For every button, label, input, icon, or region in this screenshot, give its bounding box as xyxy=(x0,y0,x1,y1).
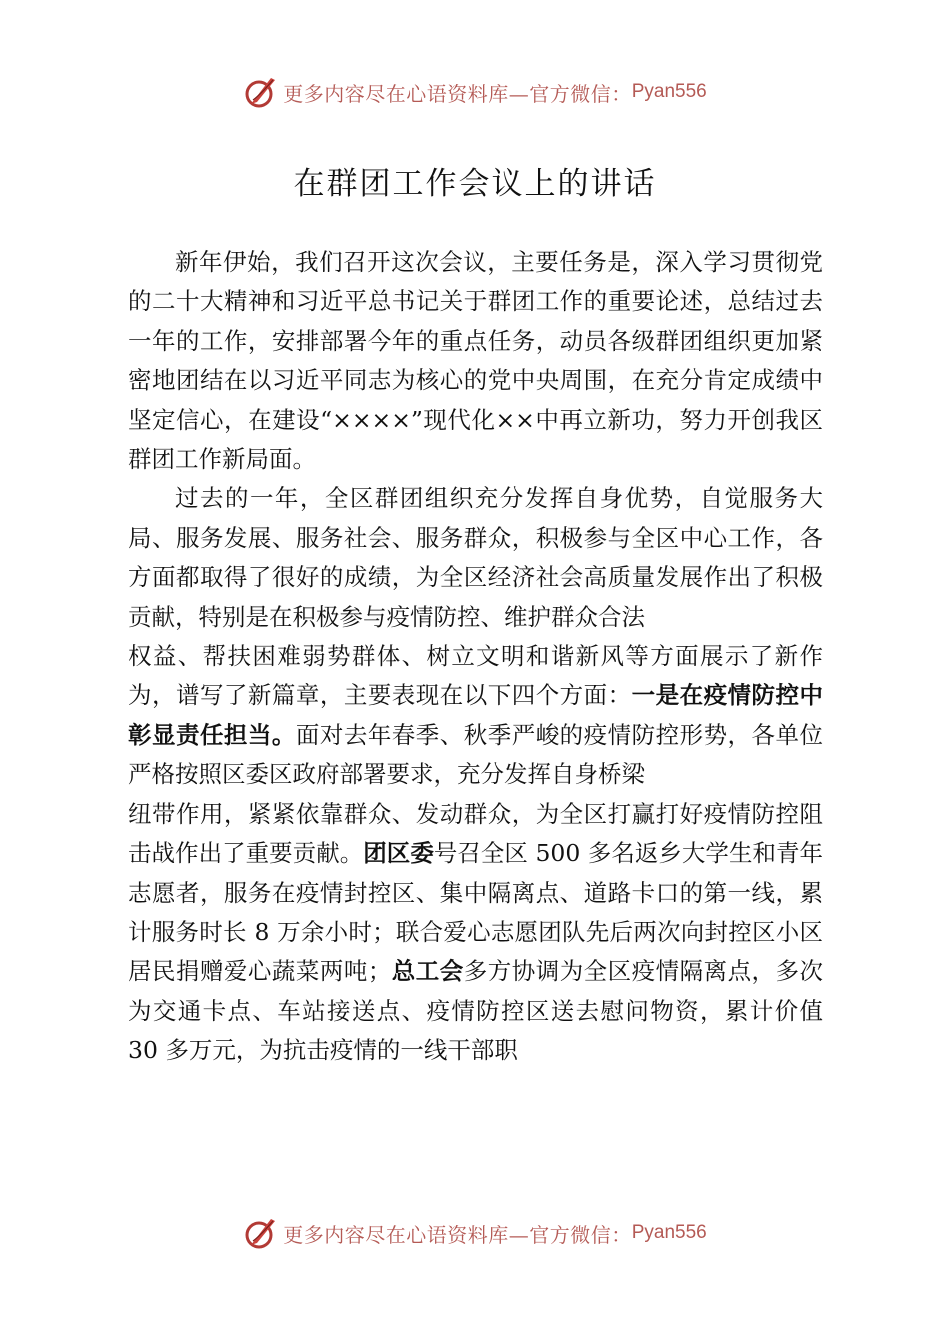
document-title: 在群团工作会议上的讲话 xyxy=(293,166,657,202)
header-watermark-banner xyxy=(0,72,950,112)
banner-wechat-id: Pyan556 xyxy=(631,1222,707,1243)
paragraph-intro xyxy=(128,243,823,479)
paragraph-review-cont-2 xyxy=(128,795,823,1071)
document-body xyxy=(128,243,823,1071)
review-text-3: 面对去年春季、秋季严峻的疫情防控形势，各单位严格按照区委区政府部署要求，充分发挥自身桥梁 xyxy=(128,720,823,789)
banner-wechat-id: Pyan556 xyxy=(631,81,707,102)
point-one-heading: 一是在疫情防控中彰显责任担当。 xyxy=(128,681,823,749)
quill-logo-icon xyxy=(243,1215,279,1251)
banner-text: 更多内容尽在心语资料库—官方微信： xyxy=(283,1222,632,1247)
review-text-1: 过去的一年，全区群团组织充分发挥自身优势，自觉服务大局、服务发展、服务社会、服务群众，积极参与全区中心工作，各方面都取得了很好的成绩，为全区经济社会高质量发展作出了积极贡献，特别是在积极参与疫情防控、维护群众合法 xyxy=(128,484,823,631)
paragraph-review-cont-1 xyxy=(128,637,823,795)
paragraph-intro-text: 新年伊始，我们召开这次会议，主要任务是，深入学习贯彻党的二十大精神和习近平总书记关于群团工作的重要论述，总结过去一年的工作，安排部署今年的重点任务，动员各级群团组织更加紧密地团结在以习近平同志为核心的党中央周围，在充分肯定成绩中坚定信心，在建设“××××”现代化××中再立新功，努力开创我区群团工作新局面。 xyxy=(128,248,823,474)
org-trade-union: 总工会 xyxy=(391,957,464,986)
review-text-4: 纽带作用，紧紧依靠群众、发动群众，为全区打赢打好疫情防控阻击战作出了重要贡献。 xyxy=(128,799,823,868)
org-youth-league: 团区委 xyxy=(363,839,434,868)
quill-logo-icon xyxy=(243,74,279,110)
review-text-5: 号召全区 500 多名返乡大学生和青年志愿者，服务在疫情封控区、集中隔离点、道路卡口的第一线，累计服务时长 8 万余小时；联合爱心志愿团队先后两次向封控区小区居民捐赠爱心蔬菜两吨； xyxy=(128,839,824,986)
review-text-2: 权益、帮扶困难弱势群体、树立文明和谐新风等方面展示了新作为，谱写了新篇章，主要表现在以下四个方面： xyxy=(128,642,823,710)
banner-text: 更多内容尽在心语资料库—官方微信： xyxy=(283,81,632,106)
paragraph-review xyxy=(128,479,823,637)
footer-watermark-banner xyxy=(0,1213,950,1253)
review-text-6: 多方协调为全区疫情隔离点，多次为交通卡点、车站接送点、疫情防控区送去慰问物资，累计价值 30 多万元，为抗击疫情的一线干部职 xyxy=(128,957,824,1065)
